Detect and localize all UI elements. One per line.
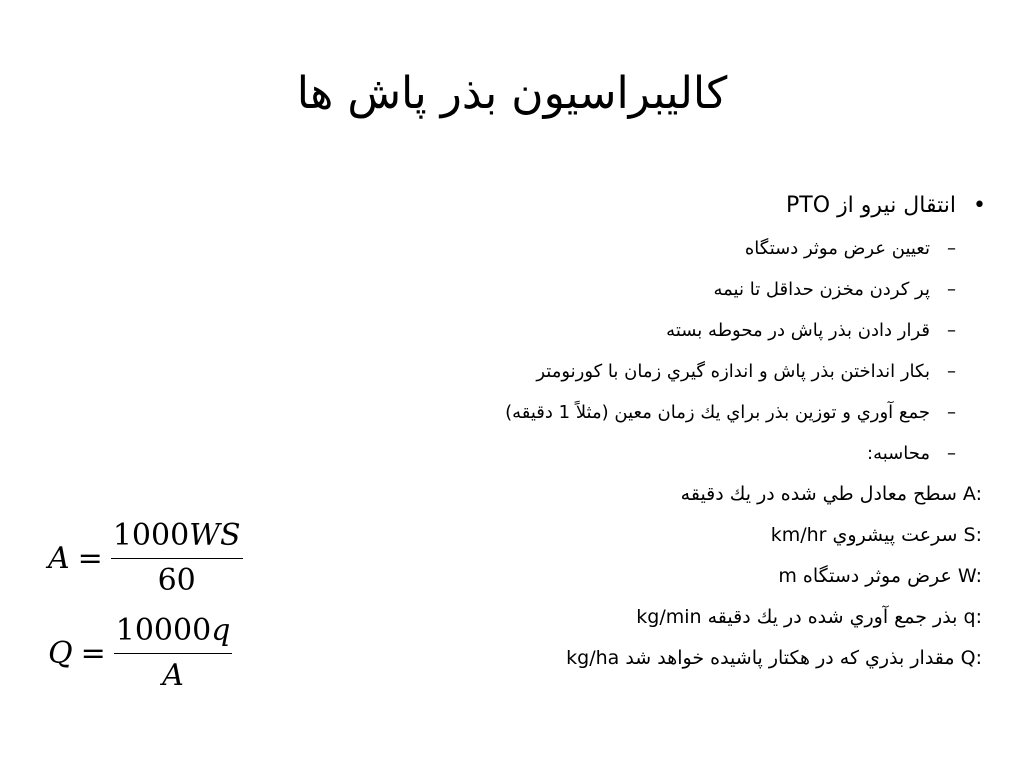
formula-area bbox=[48, 518, 248, 599]
definition-w bbox=[366, 556, 986, 597]
definition-symbol: Q: bbox=[960, 647, 982, 669]
dash-icon: – bbox=[947, 443, 956, 464]
definition-text: سرعت پيشروي bbox=[832, 524, 958, 546]
formula-block bbox=[48, 518, 248, 708]
definition-unit: km/hr bbox=[770, 524, 827, 546]
dash-icon: – bbox=[947, 320, 956, 341]
definition-a bbox=[366, 474, 986, 515]
definition-q-small bbox=[366, 597, 986, 638]
definition-s bbox=[366, 515, 986, 556]
sub-item-text: قرار دادن بذر پاش در محوطه بسته bbox=[666, 320, 930, 341]
sub-item-5 bbox=[366, 392, 986, 433]
formula-numerator bbox=[114, 613, 233, 653]
definition-symbol: q: bbox=[963, 606, 982, 628]
bullet-icon: • bbox=[973, 193, 986, 218]
sub-item-text: بكار انداختن بذر پاش و اندازه گيري زمان با كورنومتر bbox=[536, 361, 930, 382]
bullet-text: انتقال نيرو از bbox=[837, 193, 956, 218]
formula-denominator: A bbox=[162, 658, 184, 693]
formula-fraction bbox=[114, 613, 233, 694]
numerator-vars: WS bbox=[189, 518, 241, 553]
sub-item-6 bbox=[366, 433, 986, 474]
definition-symbol: A: bbox=[962, 483, 982, 505]
definition-unit: m bbox=[778, 565, 797, 587]
dash-icon: – bbox=[947, 238, 956, 259]
definition-text: مقدار بذري كه در هكتار پاشيده خواهد شد bbox=[625, 647, 955, 669]
definition-symbol: S: bbox=[963, 524, 982, 546]
dash-icon: – bbox=[947, 402, 956, 423]
slide-title: كاليبراسيون بذر پاش ها bbox=[296, 68, 728, 119]
formula-numerator bbox=[111, 518, 243, 558]
formula-lhs: Q bbox=[48, 636, 73, 671]
sub-item-text: محاسبه: bbox=[867, 443, 930, 464]
numerator-digits: 10000 bbox=[115, 613, 212, 648]
numerator-vars: q bbox=[211, 613, 231, 648]
formula-fraction bbox=[111, 518, 243, 599]
formula-seed-rate bbox=[48, 613, 248, 694]
formula-equals: = bbox=[80, 636, 106, 671]
slide-content bbox=[366, 184, 986, 679]
definition-symbol: W: bbox=[957, 565, 982, 587]
definition-unit: kg/ha bbox=[566, 647, 620, 669]
definition-unit: kg/min bbox=[636, 606, 702, 628]
sub-item-3 bbox=[366, 310, 986, 351]
sub-item-2 bbox=[366, 269, 986, 310]
sub-item-text: پر كردن مخزن حداقل تا نيمه bbox=[713, 279, 930, 300]
formula-lhs: A bbox=[48, 541, 70, 576]
bullet-pto: PTO bbox=[786, 193, 831, 218]
sub-item-4 bbox=[366, 351, 986, 392]
dash-icon: – bbox=[947, 361, 956, 382]
definition-text: سطح معادل طي شده در يك دقيقه bbox=[680, 483, 957, 505]
main-bullet bbox=[366, 184, 986, 228]
definition-text: بذر جمع آوري شده در يك دقيقه bbox=[707, 606, 958, 628]
sub-item-1 bbox=[366, 228, 986, 269]
sub-item-text: جمع آوري و توزين بذر براي يك زمان معين (مثلاً 1 دقيقه) bbox=[505, 402, 930, 423]
definition-q-capital bbox=[366, 638, 986, 679]
dash-icon: – bbox=[947, 279, 956, 300]
formula-equals: = bbox=[77, 541, 103, 576]
sub-item-text: تعيين عرض موثر دستگاه bbox=[744, 238, 930, 259]
definition-text: عرض موثر دستگاه bbox=[802, 565, 952, 587]
numerator-digits: 1000 bbox=[112, 518, 190, 553]
formula-denominator: 60 bbox=[157, 563, 196, 598]
